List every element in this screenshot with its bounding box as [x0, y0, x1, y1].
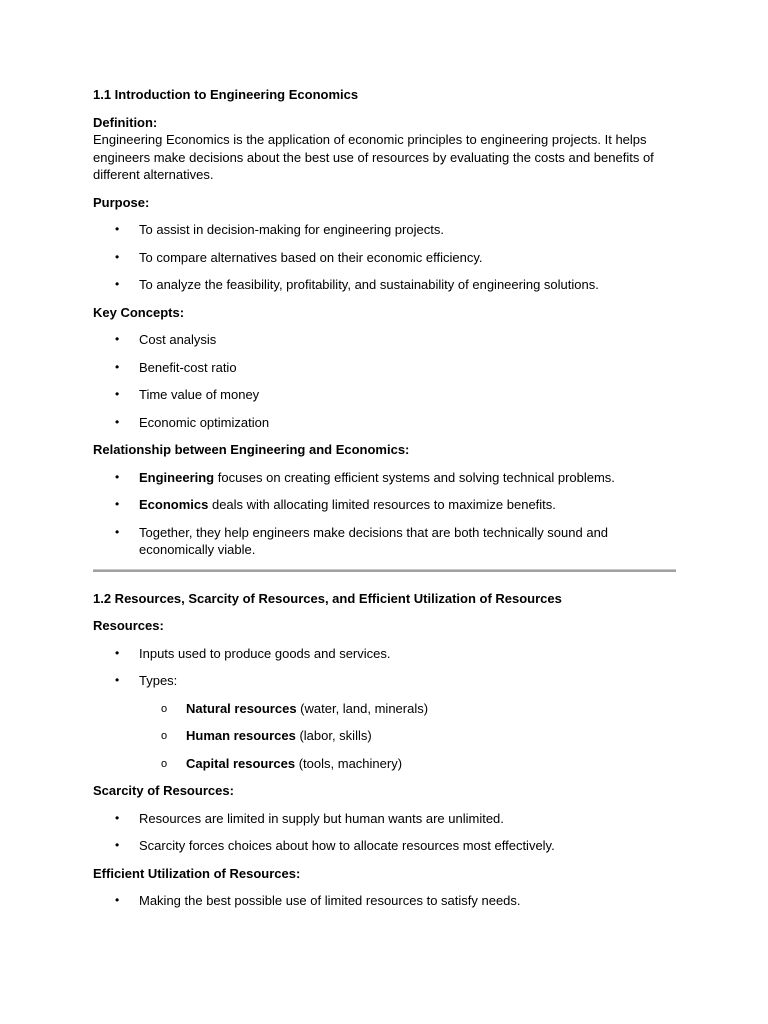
bullet-icon: • — [115, 249, 120, 264]
purpose-label: Purpose: — [93, 194, 150, 210]
list-item — [93, 892, 683, 910]
list-item — [93, 249, 683, 267]
bullet-icon: • — [115, 893, 120, 907]
list-item-bold: Economics — [139, 497, 209, 512]
list-item-text: To assist in decision-making for engineering projects. — [139, 222, 444, 237]
circle-bullet-icon: o — [161, 702, 168, 715]
list-item-bold: Engineering — [139, 469, 215, 485]
key-concepts-list — [93, 331, 683, 431]
efficient-utilization-list — [93, 892, 683, 910]
sub-list-item-text: (labor, skills) — [295, 728, 372, 743]
list-item-text: deals with allocating limited resources to maximize benefits. — [208, 497, 556, 512]
bullet-icon: • — [115, 524, 120, 539]
list-item — [93, 645, 683, 663]
definition-label: Definition: — [93, 114, 158, 130]
sub-list-item-bold: Human resources — [186, 728, 296, 743]
sub-list-item — [93, 727, 683, 745]
purpose-list — [93, 221, 683, 294]
scarcity-label: Scarcity of Resources: — [93, 783, 234, 798]
list-item-text: Cost analysis — [139, 332, 217, 347]
bullet-icon: • — [115, 673, 120, 687]
list-item-text: Time value of money — [139, 387, 260, 402]
bullet-icon: • — [115, 414, 120, 429]
resources-label: Resources: — [93, 618, 164, 633]
document-content — [93, 86, 683, 920]
bullet-icon: • — [115, 469, 120, 484]
list-item-text: Benefit-cost ratio — [139, 359, 237, 375]
horizontal-divider — [93, 569, 676, 572]
list-item — [93, 331, 683, 349]
list-item-text: Making the best possible use of limited resources to satisfy needs. — [139, 893, 521, 908]
sub-list-item-text: (water, land, minerals) — [296, 700, 429, 716]
list-item — [93, 672, 683, 772]
list-item-text: To compare alternatives based on their economic efficiency. — [139, 249, 483, 265]
list-item — [93, 524, 683, 559]
list-item-text: Economic optimization — [139, 414, 270, 430]
bullet-icon: • — [115, 359, 120, 374]
sub-list-item-bold: Capital resources — [186, 755, 296, 771]
list-item — [93, 386, 683, 404]
sub-list-item — [93, 755, 683, 773]
list-item-text: Scarcity forces choices about how to allocate resources most effectively. — [139, 838, 555, 853]
definition-text: Engineering Economics is the application of economic principles to engineering projects. It helps engineers make decisions about the best use of resources by evaluating the costs and benefits of different alternatives. — [93, 132, 654, 182]
list-item — [93, 276, 683, 294]
list-item-text: Inputs used to produce goods and services. — [139, 645, 391, 661]
list-item — [93, 496, 683, 514]
circle-bullet-icon: o — [161, 730, 168, 742]
scarcity-list — [93, 810, 683, 855]
list-item — [93, 359, 683, 377]
sub-list-item-text: (tools, machinery) — [295, 755, 403, 771]
circle-bullet-icon: o — [161, 757, 168, 770]
list-item — [93, 837, 683, 855]
sub-list-item — [93, 700, 683, 718]
bullet-icon: • — [115, 497, 120, 511]
bullet-icon: • — [115, 332, 120, 346]
bullet-icon: • — [115, 838, 120, 852]
list-item-text: focuses on creating efficient systems and solving technical problems. — [214, 469, 615, 485]
list-item — [93, 414, 683, 432]
list-item — [93, 469, 683, 487]
section-1-heading: 1.1 Introduction to Engineering Economics — [93, 87, 359, 102]
sub-list-item-bold: Natural resources — [186, 700, 297, 716]
list-item-text: Together, they help engineers make decisions that are both technically sound and economically viable. — [139, 524, 609, 557]
section-2-heading: 1.2 Resources, Scarcity of Resources, and Efficient Utilization of Resources — [93, 590, 562, 606]
bullet-icon: • — [115, 645, 120, 660]
list-item — [93, 221, 683, 239]
key-concepts-label: Key Concepts: — [93, 304, 185, 320]
bullet-icon: • — [115, 810, 120, 825]
relationship-list — [93, 469, 683, 559]
bullet-icon: • — [115, 387, 120, 401]
resources-list — [93, 645, 683, 773]
list-item — [93, 810, 683, 828]
efficient-utilization-label: Efficient Utilization of Resources: — [93, 865, 301, 881]
bullet-icon: • — [115, 277, 120, 291]
bullet-icon: • — [115, 222, 120, 236]
list-item-text: Resources are limited in supply but human wants are unlimited. — [139, 810, 504, 826]
resource-types-list — [93, 700, 683, 773]
list-item-text: Types: — [139, 673, 178, 688]
list-item-text: To analyze the feasibility, profitability, and sustainability of engineering solutions. — [139, 277, 599, 292]
relationship-label: Relationship between Engineering and Economics: — [93, 442, 410, 457]
